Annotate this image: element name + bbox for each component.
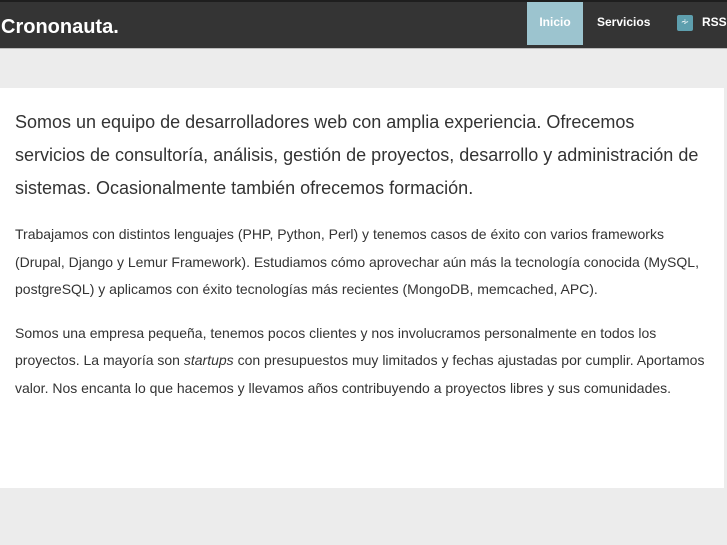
site-header: [0, 0, 727, 49]
nav-rss[interactable]: RSS: [702, 15, 727, 29]
startups-emphasis: startups: [183, 352, 234, 368]
main-content: [0, 88, 724, 488]
rss-icon[interactable]: ∻: [677, 15, 693, 31]
lead-paragraph: Somos un equipo de desarrolladores web con amplia experiencia. Ofrecemos servicios de consultoría, análisis, gestión de proyectos, desarrollo y administración de sistemas. Ocasionalmente también ofrecemos formación.: [15, 112, 699, 198]
nav-servicios[interactable]: Servicios: [597, 15, 651, 29]
about-text-start: Somos una empresa pequeña, tenemos pocos clientes y nos involucramos personalmente en todos los proyectos. La mayoría son: [15, 324, 657, 368]
about-paragraph: [15, 320, 709, 403]
nav-inicio[interactable]: Inicio: [527, 2, 583, 45]
about-text-end: con presupuestos muy limitados y fechas ajustadas por cumplir. Aportamos valor. Nos encanta lo que hacemos y llevamos años contribuyendo a proyectos libres y sus comunidades.: [15, 352, 705, 396]
site-logo[interactable]: Crononauta.: [1, 16, 119, 38]
technologies-paragraph: Trabajamos con distintos lenguajes (PHP, Python, Perl) y tenemos casos de éxito con varios frameworks (Drupal, Django y Lemur Framework). Estudiamos cómo aprovechar aún más la tecnología conocida (MySQL, postgreSQL) y aplicamos con éxito tecnologías más recientes (MongoDB, memcached, APC).: [15, 226, 699, 297]
